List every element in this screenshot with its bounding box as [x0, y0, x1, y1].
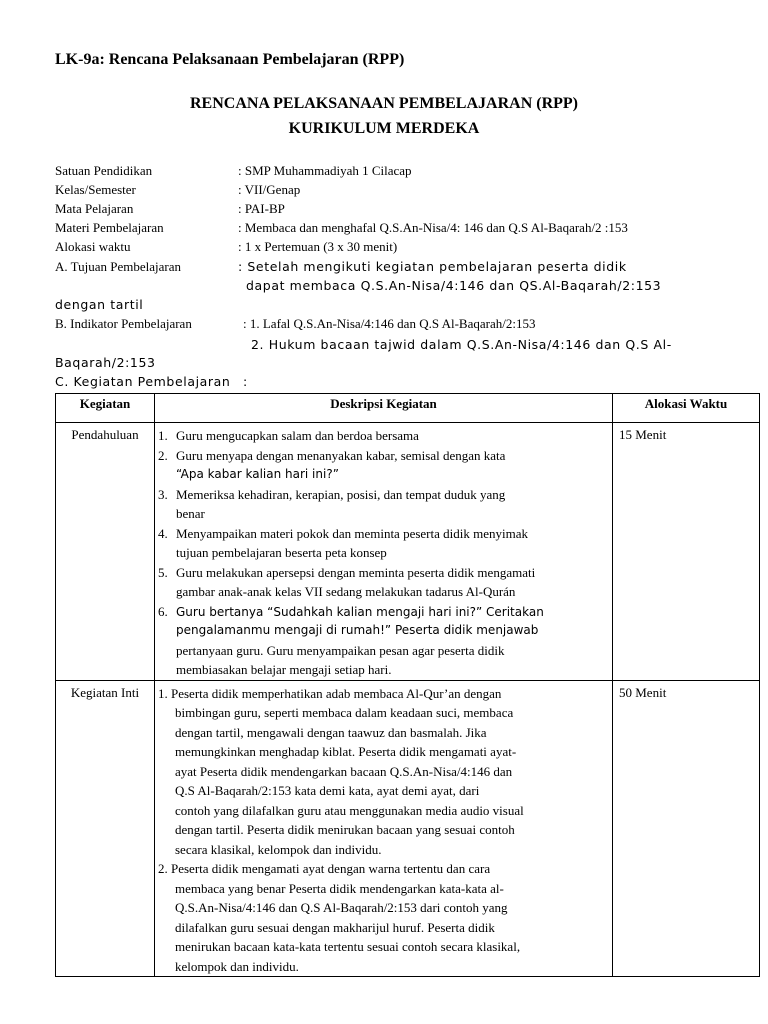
indikator-text-line2: 2. Hukum bacaan tajwid dalam Q.S.An-Nisa/4:146 dan Q.S Al-	[251, 337, 672, 352]
alokasi-value: : 1 x Pertemuan (3 x 30 menit)	[238, 239, 398, 254]
inti-description	[155, 680, 613, 977]
list-item: 6. Guru bertanya “Sudahkah kalian mengaji hari ini?” Ceritakan	[158, 603, 544, 619]
list-item: dengan tartil. Peserta didik menirukan bacaan yang sesuai contoh	[175, 822, 515, 837]
alokasi-label: Alokasi waktu	[55, 239, 131, 254]
kelas-value: : VII/Genap	[238, 182, 301, 197]
list-item: “Apa kabar kalian hari ini?”	[176, 467, 339, 481]
list-item: tujuan pembelajaran beserta peta konsep	[176, 545, 387, 560]
list-item: menirukan bacaan kata-kata tertentu sesuai contoh secara klasikal,	[175, 939, 521, 954]
list-item: Q.S Al-Baqarah/2:153 kata demi kata, ayat demi ayat, dari	[175, 783, 480, 798]
satuan-label: Satuan Pendidikan	[55, 163, 153, 178]
satuan-value: : SMP Muhammadiyah 1 Cilacap	[238, 163, 412, 178]
mapel-value: : PAI-BP	[238, 201, 285, 216]
list-item: kelompok dan individu.	[175, 958, 299, 974]
document-subtitle: KURIKULUM MERDEKA	[288, 120, 480, 137]
pendahuluan-description	[155, 423, 613, 681]
document-title: RENCANA PELAKSANAAN PEMBELAJARAN (RPP)	[190, 95, 578, 112]
list-item: dilafalkan guru sesuai dengan makharijul huruf. Peserta didik	[175, 919, 495, 935]
indikator-text-line1: : 1. Lafal Q.S.An-Nisa/4:146 dan Q.S Al-Baqarah/2:153	[243, 316, 536, 331]
list-item: membaca yang benar Peserta didik mendengarkan kata-kata al-	[175, 880, 504, 896]
materi-value: : Membaca dan menghafal Q.S.An-Nisa/4: 146 dan Q.S Al-Baqarah/2 :153	[238, 220, 628, 235]
document-header: LK-9a: Rencana Pelaksanaan Pembelajaran (RPP)	[55, 51, 405, 68]
list-item: gambar anak-anak kelas VII sedang melakukan tadarus Al-Qurán	[176, 584, 516, 599]
list-item: ayat Peserta didik mendengarkan bacaan Q.S.An-Nisa/4:146 dan	[175, 763, 513, 779]
list-item: 2. Peserta didik mengamati ayat dengan warna tertentu dan cara	[158, 861, 491, 876]
kelas-label: Kelas/Semester	[55, 182, 136, 197]
list-item: 5. Guru melakukan apersepsi dengan meminta peserta didik mengamati	[158, 564, 536, 580]
kegiatan-label: C. Kegiatan Pembelajaran	[55, 374, 231, 389]
tujuan-text-line2: dapat membaca Q.S.An-Nisa/4:146 dan QS.Al-Baqarah/2:153	[246, 278, 662, 293]
list-item: 4. Menyampaikan materi pokok dan meminta peserta didik menyimak	[158, 525, 528, 541]
list-item: dengan tartil, mengawali dengan taawuz dan basmalah. Jika	[175, 724, 487, 740]
header-kegiatan: Kegiatan	[56, 394, 155, 423]
list-item: 3. Memeriksa kehadiran, kerapian, posisi, dan tempat duduk yang	[158, 486, 506, 502]
phase-pendahuluan: Pendahuluan	[56, 423, 155, 681]
tujuan-text-line1: : Setelah mengikuti kegiatan pembelajaran peserta didik	[238, 259, 627, 274]
list-item: pengalamanmu mengaji di rumah!” Peserta didik menjawab	[176, 623, 539, 637]
activity-table	[55, 393, 760, 977]
materi-label: Materi Pembelajaran	[55, 220, 164, 235]
list-item: secara klasikal, kelompok dan individu.	[175, 841, 382, 857]
list-item: bimbingan guru, seperti membaca dalam keadaan suci, membaca	[175, 705, 514, 720]
list-item: 1. Guru mengucapkan salam dan berdoa bersama	[158, 428, 419, 443]
time-inti: 50 Menit	[613, 680, 760, 977]
time-pendahuluan: 15 Menit	[613, 423, 760, 681]
phase-inti: Kegiatan Inti	[56, 680, 155, 977]
tujuan-text-line3: dengan tartil	[55, 297, 144, 312]
indikator-label: B. Indikator Pembelajaran	[55, 316, 192, 331]
list-item: membiasakan belajar mengaji setiap hari.	[176, 662, 392, 677]
list-item: benar	[176, 506, 205, 521]
indikator-text-line3: Baqarah/2:153	[55, 355, 156, 370]
table-header-row	[56, 394, 760, 423]
list-item: 1. Peserta didik memperhatikan adab membaca Al-Qur’an dengan	[158, 685, 502, 701]
kegiatan-colon: :	[243, 374, 248, 389]
header-deskripsi: Deskripsi Kegiatan	[155, 394, 613, 423]
table-row-pendahuluan	[56, 423, 760, 681]
list-item: memungkinkan menghadap kiblat. Peserta didik mengamati ayat-	[175, 744, 517, 759]
table-row-inti	[56, 680, 760, 977]
list-item: contoh yang dilafalkan guru atau menggunakan media audio visual	[175, 802, 524, 818]
list-item: Q.S.An-Nisa/4:146 dan Q.S Al-Baqarah/2:153 dari contoh yang	[175, 900, 508, 915]
header-alokasi: Alokasi Waktu	[613, 394, 760, 423]
tujuan-label: A. Tujuan Pembelajaran	[55, 259, 182, 274]
mapel-label: Mata Pelajaran	[55, 201, 134, 216]
list-item: 2. Guru menyapa dengan menanyakan kabar, semisal dengan kata	[158, 447, 506, 463]
list-item: pertanyaan guru. Guru menyampaikan pesan agar peserta didik	[176, 642, 505, 658]
